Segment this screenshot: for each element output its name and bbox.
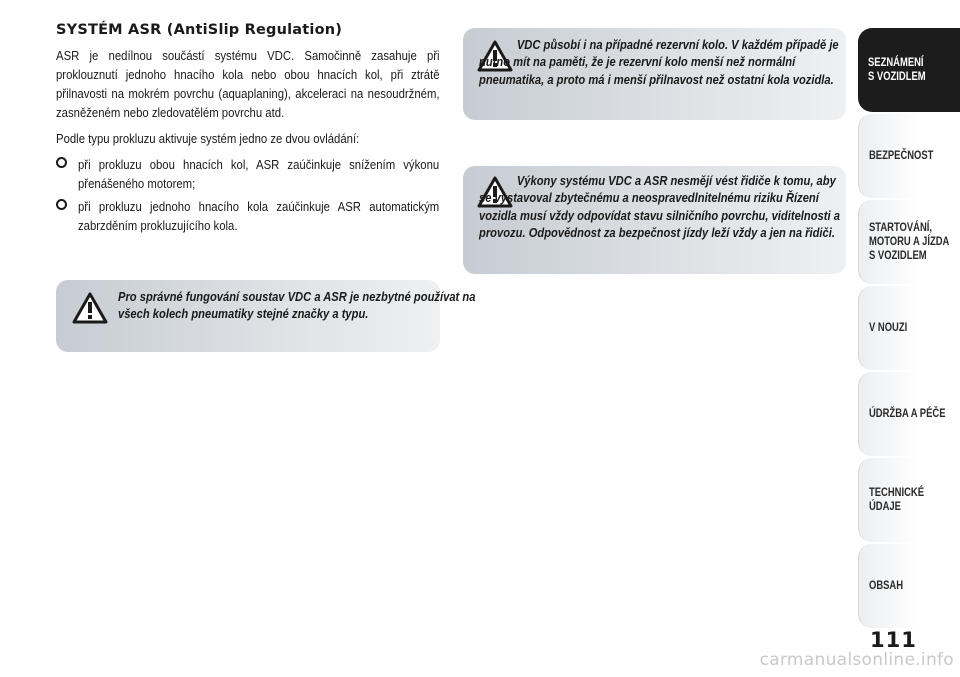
tab-startovani[interactable] [858,200,960,284]
tab-v-nouzi[interactable] [858,286,960,370]
circle-bullet-icon [56,199,67,210]
warning-text-content: Výkony systému VDC a ASR nesmějí vést řidiče k tomu, aby se vystavoval zbytečnému a neospravedlnitelnému riziku Řízení vozidla musí vždy odpovídat stavu silničního povrchu, viditelnosti a provozu. Odpovědnost za bezpečnost jízdy leží vždy a jen na řidiči. [479,173,840,241]
lead-paragraph: Podle typu prokluzu aktivuje systém jedno ze dvou ovládání: [56,131,360,146]
tab-bezpecnost[interactable] [858,114,960,198]
tab-label: SEZNÁMENÍ S VOZIDLEM [868,57,926,83]
tab-label: ÚDRŽBA A PÉČE [869,408,946,420]
list-item [56,155,440,193]
page-number: 111 [870,628,917,652]
warning-text-content: VDC působí i na případné rezervní kolo. V každém případě je nutno mít na paměti, že je rezervní kolo menší než normální pneumatika, a proto má i menší přilnavost než ostatní kola vozidla. [479,37,839,87]
tab-label: V NOUZI [869,322,908,334]
tab-technicke-udaje[interactable] [858,458,960,542]
warning-box-tyres [56,280,476,352]
warning-box-driver-responsibility [463,166,846,274]
watermark: carmanualsonline.info [759,650,954,670]
tab-label: OBSAH [869,580,904,592]
warning-text [479,172,842,242]
tab-label: BEZPEČNOST [869,150,934,162]
tab-udrzba[interactable] [858,372,960,456]
tab-obsah[interactable] [858,544,960,628]
warning-box-spare-wheel [463,28,846,120]
tab-label: TECHNICKÉ ÚDAJE [869,487,925,513]
tab-seznameni[interactable] [858,28,960,112]
warning-text: Pro správné fungování soustav VDC a ASR je nezbytné používat na všech kolech pneumatiky stejné značky a typu. [118,289,476,322]
bullet-text: při prokluzu jednoho hnacího kola zaúčinkuje ASR automatickým zabrzděním prokluzujícího kola. [78,199,440,233]
bullet-text: při prokluzu obou hnacích kol, ASR zaúčinkuje snížením výkonu přenášeného motorem; [78,157,440,191]
circle-bullet-icon [56,157,67,168]
warning-triangle-icon [72,292,108,324]
asr-section [56,22,440,239]
tab-label: STARTOVÁNÍ, MOTORU A JÍZDA S VOZIDLEM [869,222,950,262]
intro-paragraph: ASR je nedílnou součástí systému VDC. Samočinně zasahuje při proklouznutí jednoho hnacího kola nebo obou hnacích kol, při ztrátě přilnavosti na mokrém povrchu (aquaplaning), akceleraci na nesoudržném, zasněženém nebo zledovatělém povrchu atd. [56,48,440,120]
warning-text [479,36,842,88]
bullet-list [56,155,440,235]
section-title: SYSTÉM ASR (AntiSlip Regulation) [56,22,343,38]
list-item [56,197,440,235]
